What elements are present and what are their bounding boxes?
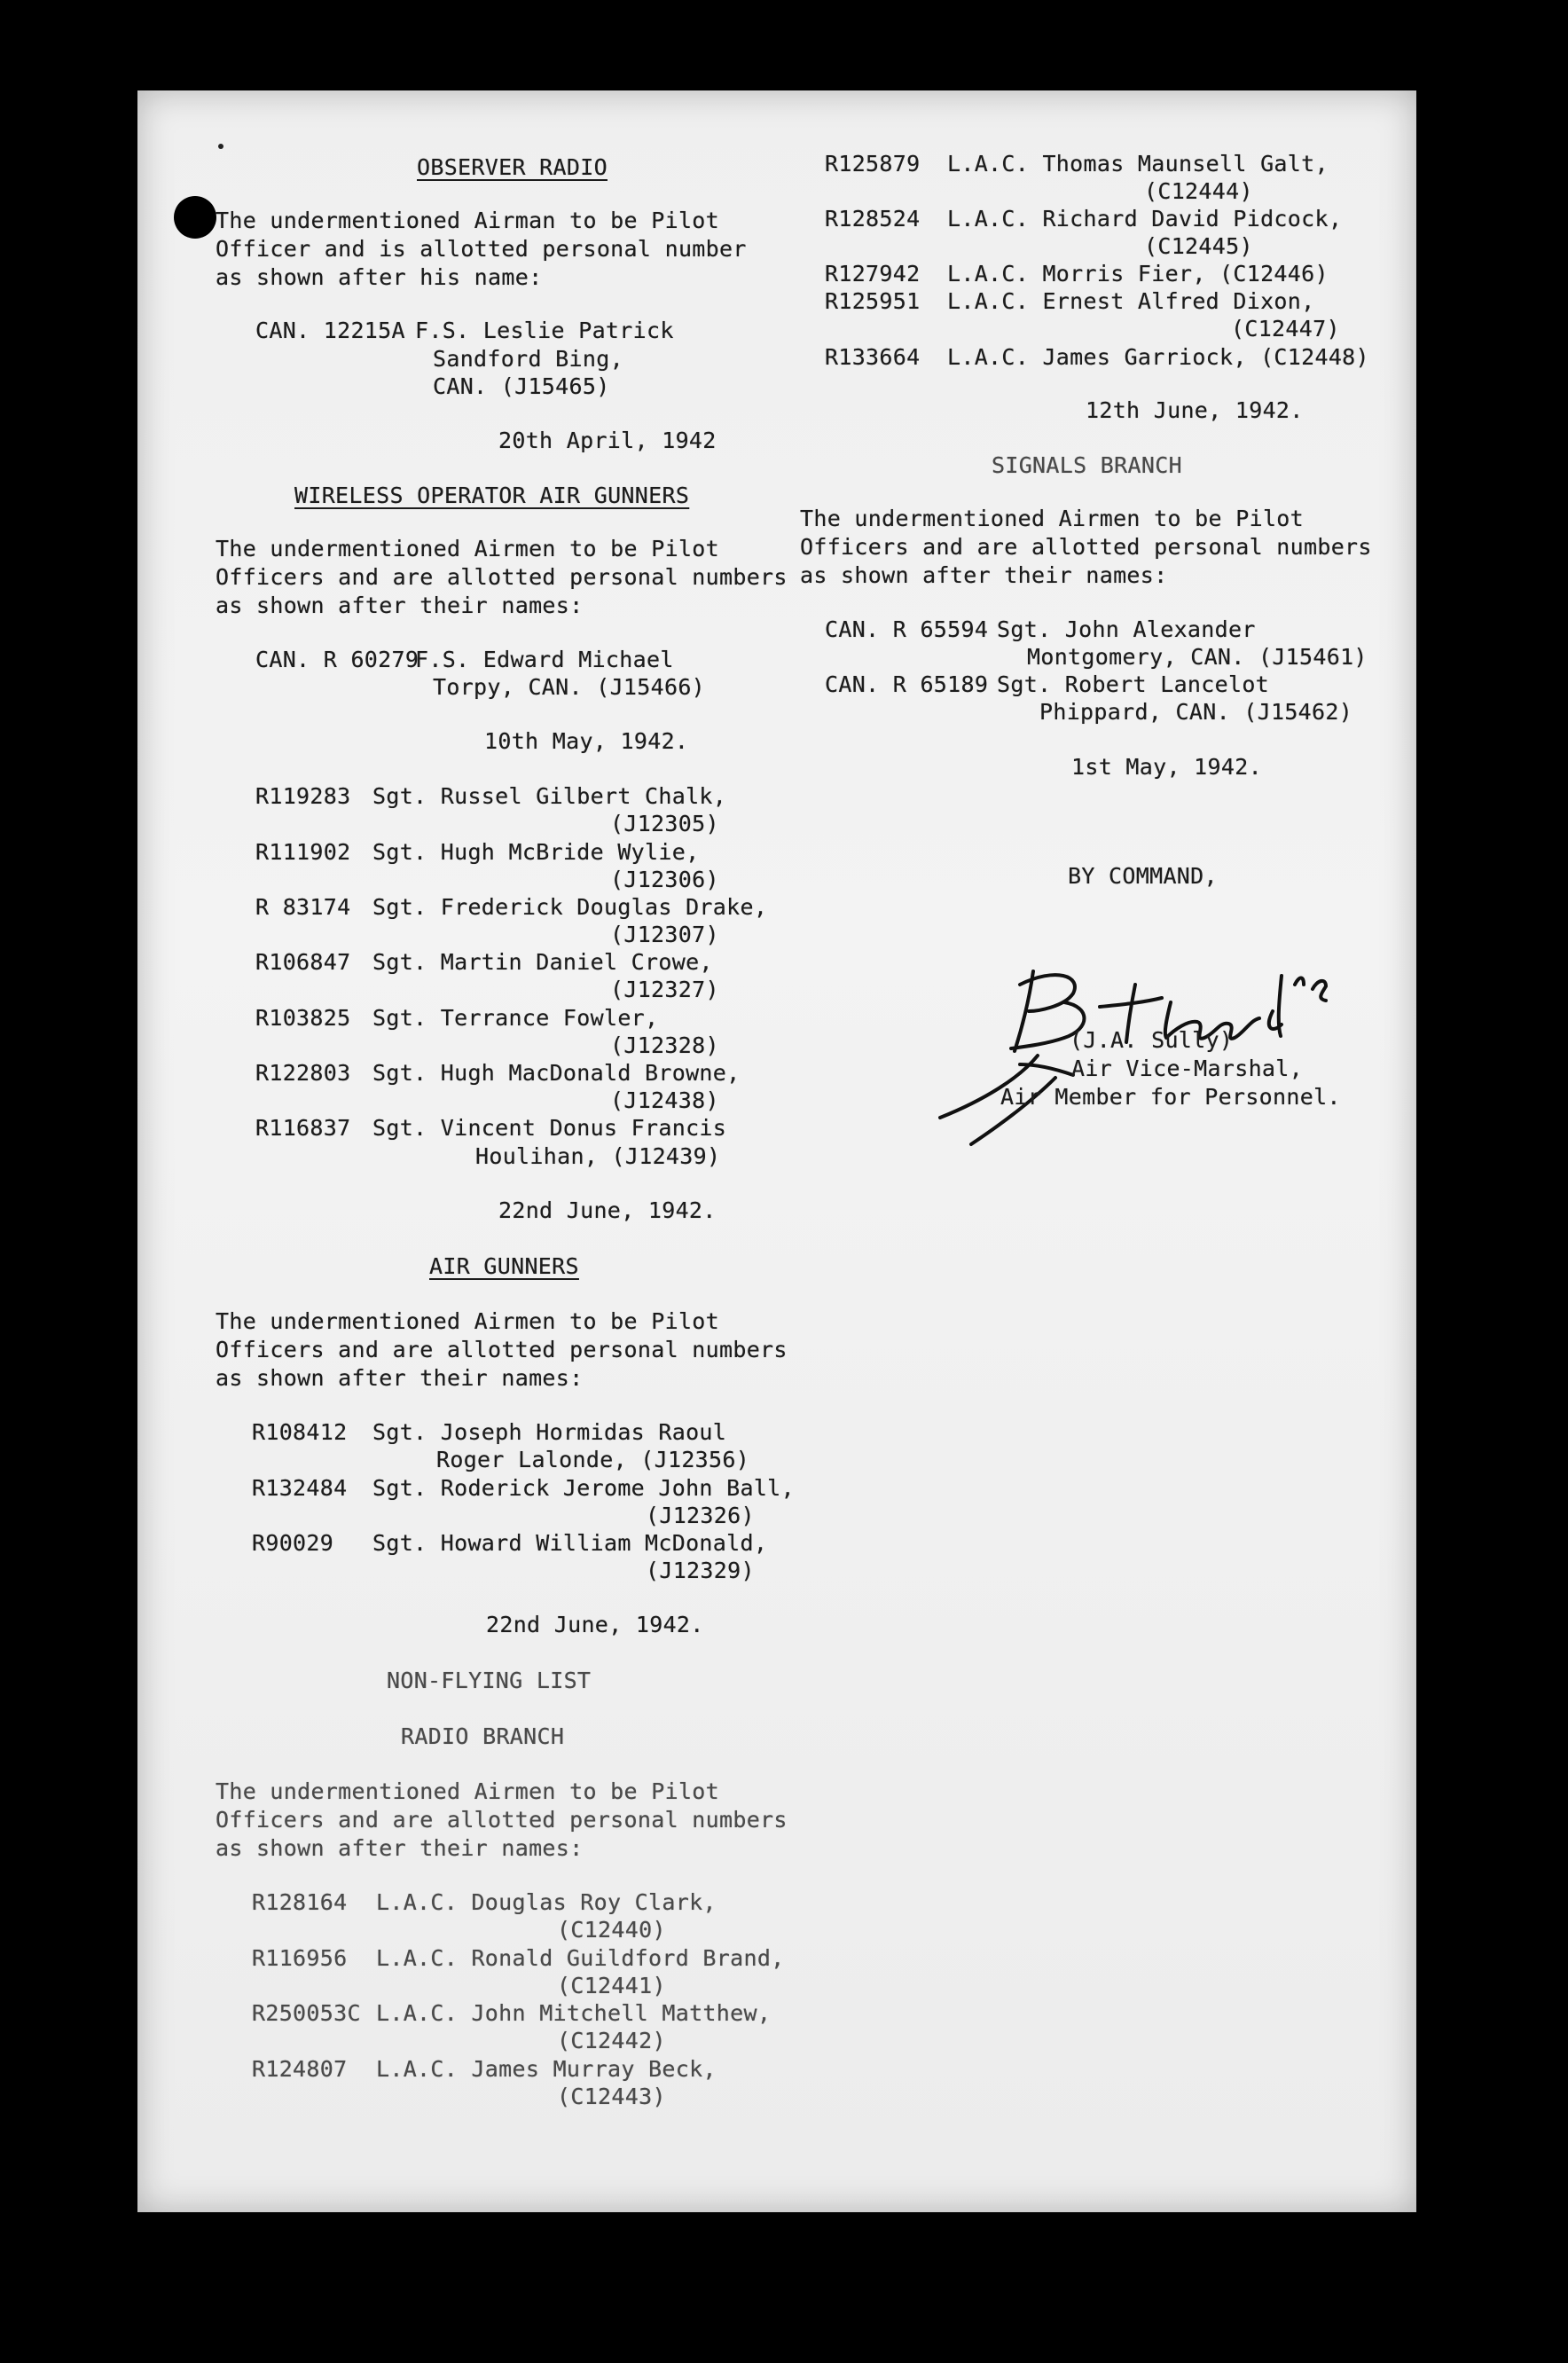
air-gunners-entry-1-name-2: Roger Lalonde, (J12356): [436, 1447, 750, 1472]
air-gunners-date: 22nd June, 1942.: [486, 1612, 704, 1637]
signals-entry-2-name: Sgt. Robert Lancelot: [997, 671, 1270, 697]
signatory-rank: Air Vice-Marshal,: [1071, 1056, 1303, 1081]
wireless-entry-4-number: R106847: [255, 949, 351, 975]
radio-intro-line-1: The undermentioned Airmen to be Pilot: [216, 1778, 719, 1804]
air-gunners-entry-3-number: R90029: [252, 1530, 334, 1556]
observer-entry-number: CAN. 12215A: [255, 318, 405, 343]
wireless-date-2: 22nd June, 1942.: [498, 1197, 717, 1223]
right-entry-1-number: R125879: [825, 151, 921, 177]
wireless-entry-7-name: Sgt. Vincent Donus Francis: [372, 1115, 727, 1141]
radio-entry-4-id: (C12443): [557, 2084, 666, 2109]
signals-entry-1-name-2: Montgomery, CAN. (J15461): [1027, 644, 1368, 670]
radio-intro-line-2: Officers and are allotted personal numbers: [216, 1807, 788, 1833]
observer-entry-name-2: Sandford Bing,: [433, 346, 623, 372]
wireless-entry-6-name: Sgt. Hugh MacDonald Browne,: [372, 1060, 741, 1086]
air-gunners-intro-line-2: Officers and are allotted personal numbers: [216, 1337, 788, 1362]
radio-branch-heading: RADIO BRANCH: [401, 1723, 565, 1749]
wireless-entry-3-number: R 83174: [255, 894, 351, 920]
right-entry-4-id: (C12447): [1231, 316, 1340, 341]
air-gunners-heading: AIR GUNNERS: [429, 1253, 579, 1279]
right-date-1: 12th June, 1942.: [1086, 397, 1304, 423]
wireless-entry-2-id: (J12306): [610, 867, 719, 892]
radio-entry-1-name: L.A.C. Douglas Roy Clark,: [376, 1889, 717, 1915]
signals-entry-1-name: Sgt. John Alexander: [997, 616, 1256, 642]
signals-entry-1-number: CAN. R 65594: [825, 616, 989, 642]
radio-entry-2-name: L.A.C. Ronald Guildford Brand,: [376, 1945, 785, 1971]
observer-intro-line-3: as shown after his name:: [216, 264, 543, 290]
wireless-entry-1-number: R119283: [255, 783, 351, 809]
air-gunners-intro-line-1: The undermentioned Airmen to be Pilot: [216, 1308, 719, 1334]
radio-entry-1-number: R128164: [252, 1889, 348, 1915]
wireless-intro-line-2: Officers and are allotted personal numbers: [216, 564, 788, 590]
radio-entry-4-name: L.A.C. James Murray Beck,: [376, 2056, 717, 2082]
observer-intro-line-1: The undermentioned Airman to be Pilot: [216, 208, 719, 233]
signals-entry-2-number: CAN. R 65189: [825, 671, 989, 697]
right-entry-5-number: R133664: [825, 344, 921, 370]
air-gunners-entry-1-name: Sgt. Joseph Hormidas Raoul: [372, 1419, 727, 1445]
signals-entry-2-name-2: Phippard, CAN. (J15462): [1039, 699, 1353, 725]
right-entry-4-number: R125951: [825, 288, 921, 314]
air-gunners-entry-2-number: R132484: [252, 1475, 348, 1501]
wireless-entry-1-id: (J12305): [610, 811, 719, 836]
observer-entry-name-3: CAN. (J15465): [433, 373, 610, 399]
wireless-entry-5-id: (J12328): [610, 1032, 719, 1058]
wireless-intro-line-1: The undermentioned Airmen to be Pilot: [216, 536, 719, 561]
signatory-name: (J.A. Sully): [1070, 1027, 1234, 1053]
air-gunners-entry-3-id: (J12329): [646, 1558, 755, 1583]
observer-date: 20th April, 1942: [498, 428, 717, 453]
right-entry-4-name: L.A.C. Ernest Alfred Dixon,: [947, 288, 1315, 314]
signals-intro-line-2: Officers and are allotted personal numbers: [800, 534, 1372, 560]
signatory-role: Air Member for Personnel.: [1000, 1084, 1341, 1110]
ink-dot: [218, 144, 223, 149]
wireless-entry-7-number: R116837: [255, 1115, 351, 1141]
signals-intro-line-1: The undermentioned Airmen to be Pilot: [800, 506, 1304, 531]
radio-entry-3-name: L.A.C. John Mitchell Matthew,: [376, 2000, 772, 2026]
air-gunners-entry-1-number: R108412: [252, 1419, 348, 1445]
punch-hole: [174, 196, 216, 239]
right-entry-2-id: (C12445): [1144, 233, 1253, 259]
signals-date: 1st May, 1942.: [1071, 754, 1262, 780]
right-entry-2-number: R128524: [825, 206, 921, 232]
wireless-entry-4-name: Sgt. Martin Daniel Crowe,: [372, 949, 713, 975]
wireless-entry-3-id: (J12307): [610, 922, 719, 947]
air-gunners-entry-3-name: Sgt. Howard William McDonald,: [372, 1530, 768, 1556]
wireless-heading: WIRELESS OPERATOR AIR GUNNERS: [294, 483, 690, 508]
radio-entry-2-id: (C12441): [557, 1973, 666, 1998]
radio-entry-4-number: R124807: [252, 2056, 348, 2082]
wireless-first-number: CAN. R 60279: [255, 647, 419, 672]
wireless-entry-7-id: Houlihan, (J12439): [475, 1143, 721, 1169]
wireless-intro-line-3: as shown after their names:: [216, 593, 584, 618]
by-command: BY COMMAND,: [1068, 863, 1218, 889]
signals-heading: SIGNALS BRANCH: [992, 452, 1182, 478]
wireless-entry-6-id: (J12438): [610, 1087, 719, 1113]
radio-entry-1-id: (C12440): [557, 1917, 666, 1943]
wireless-first-name-1: F.S. Edward Michael: [415, 647, 674, 672]
radio-entry-3-id: (C12442): [557, 2028, 666, 2053]
air-gunners-entry-2-id: (J12326): [646, 1503, 755, 1528]
wireless-entry-5-name: Sgt. Terrance Fowler,: [372, 1005, 659, 1031]
right-entry-2-name: L.A.C. Richard David Pidcock,: [947, 206, 1343, 232]
right-entry-3-number: R127942: [825, 261, 921, 287]
right-entry-5-name: L.A.C. James Garriock, (C12448): [947, 344, 1369, 370]
air-gunners-entry-2-name: Sgt. Roderick Jerome John Ball,: [372, 1475, 795, 1501]
wireless-entry-1-name: Sgt. Russel Gilbert Chalk,: [372, 783, 727, 809]
wireless-entry-5-number: R103825: [255, 1005, 351, 1031]
radio-entry-3-number: R250053C: [252, 2000, 361, 2026]
wireless-date-1: 10th May, 1942.: [484, 728, 689, 754]
wireless-entry-2-name: Sgt. Hugh McBride Wylie,: [372, 839, 700, 865]
observer-entry-name-1: F.S. Leslie Patrick: [415, 318, 674, 343]
air-gunners-intro-line-3: as shown after their names:: [216, 1365, 584, 1391]
radio-intro-line-3: as shown after their names:: [216, 1835, 584, 1861]
wireless-entry-4-id: (J12327): [610, 977, 719, 1002]
observer-radio-heading: OBSERVER RADIO: [417, 154, 608, 180]
non-flying-heading: NON-FLYING LIST: [387, 1668, 592, 1693]
wireless-entry-6-number: R122803: [255, 1060, 351, 1086]
right-entry-1-id: (C12444): [1144, 178, 1253, 204]
wireless-entry-3-name: Sgt. Frederick Douglas Drake,: [372, 894, 768, 920]
observer-intro-line-2: Officer and is allotted personal number: [216, 236, 747, 262]
wireless-entry-2-number: R111902: [255, 839, 351, 865]
radio-entry-2-number: R116956: [252, 1945, 348, 1971]
wireless-first-name-2: Torpy, CAN. (J15466): [433, 674, 706, 700]
right-entry-3-name: L.A.C. Morris Fier, (C12446): [947, 261, 1329, 287]
right-entry-1-name: L.A.C. Thomas Maunsell Galt,: [947, 151, 1329, 177]
signals-intro-line-3: as shown after their names:: [800, 562, 1168, 588]
